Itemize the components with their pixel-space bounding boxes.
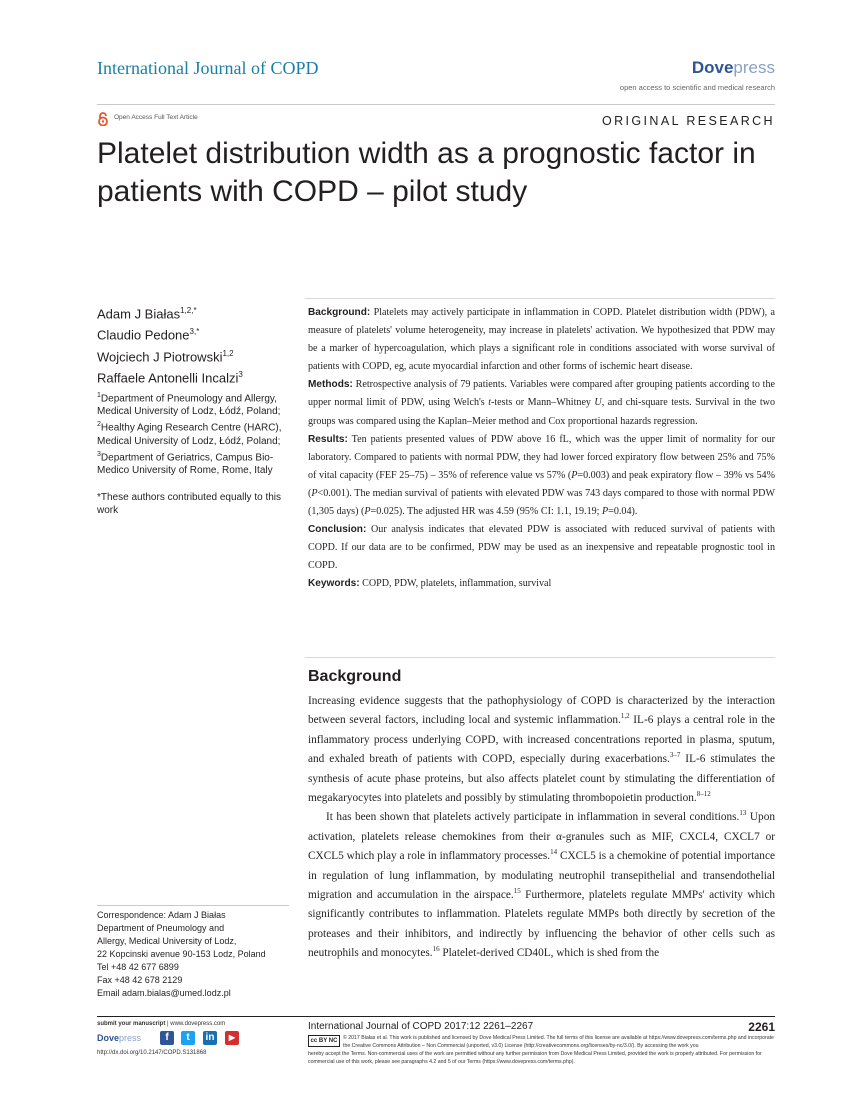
abstract-results-label: Results:	[308, 433, 348, 445]
abstract-conclusion	[308, 521, 775, 575]
abstract-background	[308, 304, 775, 376]
youtube-icon[interactable]: ▶	[225, 1031, 239, 1045]
abstract-results-text: Ten patients presented values of PDW above 16 fL, which was the upper limit of normality for our laboratory. Compared to patients with normal PDW, they had lower forced expiratory flow between 25% and 75% of vital capacity (FEF 25–75) – 35% of reference value vs 57% (	[308, 433, 775, 481]
section-heading-background: Background	[308, 668, 402, 685]
affiliations	[97, 389, 297, 477]
author[interactable]	[97, 302, 297, 323]
correspondence-phone: Tel +48 42 677 6899	[97, 962, 179, 972]
abstract-methods-text: t	[488, 397, 491, 409]
page-number: 2261	[748, 1020, 775, 1034]
license-text: hereby accept the Terms. Non-commercial uses of the work are permitted without any further permission from Dove Medical Press Limited, provided the work is properly attributed. For permission for commercial use of this work, please see paragraphs 4.2 and 5 of our Terms (https://www.dovepress.com/terms.php).	[308, 1051, 762, 1065]
footer-logo-part2: press	[119, 1033, 142, 1043]
linkedin-icon[interactable]: in	[203, 1031, 217, 1045]
contribution-note: *These authors contributed equally to this work	[97, 492, 281, 516]
correspondence-line: Department of Pneumology and	[97, 923, 225, 933]
author[interactable]	[97, 366, 297, 387]
abstract-methods-label: Methods:	[308, 379, 353, 391]
affiliation-text: Healthy Aging Research Centre (HARC), Medical University of Lodz, Łódź, Poland;	[97, 422, 282, 447]
citation-ref[interactable]: 3–7	[669, 751, 681, 760]
abstract-methods-text: U	[594, 397, 602, 409]
citation-ref[interactable]: 13	[739, 809, 747, 818]
abstract-results-text: =0.025). The adjusted HR was 4.59 (95% CI: 1.1, 19.19;	[370, 506, 602, 518]
abstract-results-text: P	[311, 487, 318, 499]
abstract-results	[308, 431, 775, 521]
body-paragraph	[308, 808, 775, 963]
citation-ref[interactable]: 1,2	[620, 712, 630, 721]
abstract-keywords	[308, 575, 775, 593]
abstract-methods-text: Retrospective analysis of 79 patients. Variables were compared after grouping patients according to the upper normal limit of PDW, using Welch's	[308, 379, 775, 409]
body-text-run: Increasing evidence suggests that the pathophysiology of COPD is characterized by the interaction between several factors, including local and systemic inflammation.	[308, 695, 775, 727]
abstract-background-text: Platelets may actively participate in inflammation in COPD. Platelet distribution width (PDW), a measure of platelets' volume heterogeneity, may increase in platelets' activation. We hypothesized that PDW may be a marker of hypercoagulation, which plays a significant role in conditions associated with worse survival of patients with COPD, eg, acute myocardial infarction and other forms of ischemic heart disease.	[308, 307, 775, 373]
author-name: Wojciech J Piotrowski	[97, 348, 223, 364]
facebook-icon[interactable]: f	[160, 1031, 174, 1045]
publisher-logo-part2: press	[733, 58, 775, 77]
article-type: ORIGINAL RESEARCH	[601, 114, 775, 128]
creative-commons-badge[interactable]: cc BY NC	[308, 1035, 340, 1047]
footer-divider	[97, 1016, 775, 1017]
twitter-icon[interactable]: t	[181, 1031, 195, 1045]
correspondence-divider	[97, 905, 289, 906]
abstract	[308, 304, 775, 594]
author-name: Raffaele Antonelli Incalzi	[97, 370, 239, 386]
abstract-conclusion-text: Our analysis indicates that elevated PDW is associated with reduced survival of patients with COPD. If our data are to be confirmed, PDW may be used as an inexpensive and repeatable prognostic tool in COPD.	[308, 524, 775, 572]
abstract-conclusion-label: Conclusion:	[308, 524, 367, 536]
footer-publisher-logo[interactable]	[97, 1033, 141, 1043]
body-text-run: CXCL5 is a chemokine of potential importance in regulation of lung inflammation, by modulating neutrophil transepithelial and transendothelial migration and accumulation in the airspace.	[308, 850, 775, 902]
abstract-results-text: P	[364, 506, 371, 518]
footer-logo-part1: Dove	[97, 1033, 120, 1043]
affiliation-marker: 2	[97, 421, 101, 429]
journal-name[interactable]: International Journal of COPD	[97, 58, 319, 78]
abstract-results-text: P	[571, 469, 578, 481]
correspondence-line: 22 Kopcinski avenue 90-153 Lodz, Poland	[97, 949, 266, 959]
correspondence-line: Correspondence: Adam J Białas	[97, 910, 226, 920]
abstract-results-text: P	[602, 506, 609, 518]
correspondence-fax: Fax +48 42 678 2129	[97, 975, 183, 985]
correspondence-block	[97, 909, 297, 1000]
license-text: © 2017 Białas et al. This work is published and licensed by Dove Medical Press Limited. The full terms of this license are available at https://www.dovepress.com/terms.php and incorporate the Creative Commons Attribution – Non Commercial (unported, v3.0) License (http://creativecommons.org/licenses/by-nc/3.0/). By accessing the work you	[343, 1035, 774, 1049]
affiliation-text: Department of Pneumology and Allergy, Medical University of Lodz, Łódź, Poland;	[97, 393, 281, 418]
author-list	[97, 302, 297, 387]
open-access-icon	[97, 112, 109, 126]
header-divider	[97, 104, 775, 105]
author-affiliation-marker: 1,2	[222, 348, 234, 358]
author-affiliation-marker: 1,2,*	[180, 306, 197, 315]
affiliation-marker: 1	[97, 392, 101, 399]
body-text-run: IL-6 stimulates the synthesis of acute phase proteins, but also affects platelet count by stimulating the differentiation of megakaryocytes into platelets and possibly by stimulating thrombopoietin production.	[308, 753, 775, 805]
abstract-methods-text: -tests or Mann–Whitney	[491, 397, 595, 409]
body-paragraph	[308, 692, 775, 808]
body-text-run: Furthermore, platelets regulate MMPs' activity which significantly contributes to inflammation. Platelets regulate MMPs both directly by secretion of the proteases and their inhibitors, and indirectly by influencing the behavior of other cells such as neutrophils and monocytes.	[308, 889, 775, 960]
publisher-tagline: open access to scientific and medical research	[619, 83, 775, 92]
citation-ref[interactable]: 14	[550, 848, 558, 857]
citation-ref[interactable]: 16	[432, 945, 440, 954]
abstract-methods-text: , and chi-square tests. Survival in the two groups was compared using the Kaplan–Meier method and Cox proportional hazards regression.	[308, 397, 775, 427]
abstract-keywords-text: COPD, PDW, platelets, inflammation, survival	[359, 578, 552, 590]
journal-citation: International Journal of COPD 2017:12 2261–2267	[308, 1021, 534, 1032]
doi-link[interactable]: http://dx.doi.org/10.2147/COPD.S131868	[97, 1050, 207, 1056]
submit-manuscript-label: submit your manuscript	[97, 1021, 166, 1027]
correspondence-email[interactable]: Email adam.bialas@umed.lodz.pl	[97, 988, 231, 998]
article-title: Platelet distribution width as a prognostic factor in patients with COPD – pilot study	[97, 137, 756, 208]
body-text-run: IL-6 plays a central role in the inflammatory process underlying COPD, with increased concentrations reported in plasma, sputum, and exhaled breath of patients with COPD, especially during exacerbations.	[308, 714, 775, 766]
publisher-logo-part1: Dove	[691, 58, 734, 77]
author-name: Claudio Pedone	[97, 327, 190, 343]
body-text-run: Platelet-derived CD40L, which is shed from the	[439, 947, 660, 960]
submit-manuscript-site: | www.dovepress.com	[165, 1021, 226, 1027]
author-affiliation-marker: 3,*	[189, 327, 200, 337]
open-access-label: Open Access Full Text Article	[114, 114, 198, 121]
author[interactable]	[97, 345, 297, 366]
body-text-run: It has been shown that platelets actively participate in inflammation in several conditions.	[326, 811, 740, 824]
author[interactable]	[97, 323, 297, 344]
abstract-results-text: <0.001). The median survival of patients with elevated PDW was 743 days compared to those with normal PDW (1,305 days) (	[308, 487, 775, 518]
publisher-logo[interactable]	[692, 58, 775, 78]
author-name: Adam J Białas	[97, 306, 181, 322]
citation-ref[interactable]: 8–12	[696, 790, 711, 799]
submit-manuscript-link[interactable]	[97, 1021, 225, 1027]
abstract-results-text: =0.003) and peak expiratory flow – 39% vs 54% (	[308, 469, 775, 499]
body-text	[308, 692, 775, 964]
affiliation-text: Department of Geriatrics, Campus Bio-Medico University of Rome, Rome, Italy	[97, 451, 274, 476]
abstract-keywords-label: Keywords:	[308, 578, 360, 590]
body-text-run: Upon activation, platelets release chemokines from their α-granules such as MIF, CXCL4, CXCL7 or CXCL5 which play a role in inflammatory processes.	[308, 811, 775, 863]
affiliation-marker: 3	[97, 450, 101, 458]
citation-ref[interactable]: 15	[513, 887, 521, 896]
correspondence-line: Allergy, Medical University of Lodz,	[97, 936, 237, 946]
author-affiliation-marker: 3	[238, 369, 243, 379]
abstract-methods	[308, 376, 775, 430]
abstract-results-text: =0.04).	[608, 506, 638, 518]
abstract-background-label: Background:	[308, 307, 371, 318]
